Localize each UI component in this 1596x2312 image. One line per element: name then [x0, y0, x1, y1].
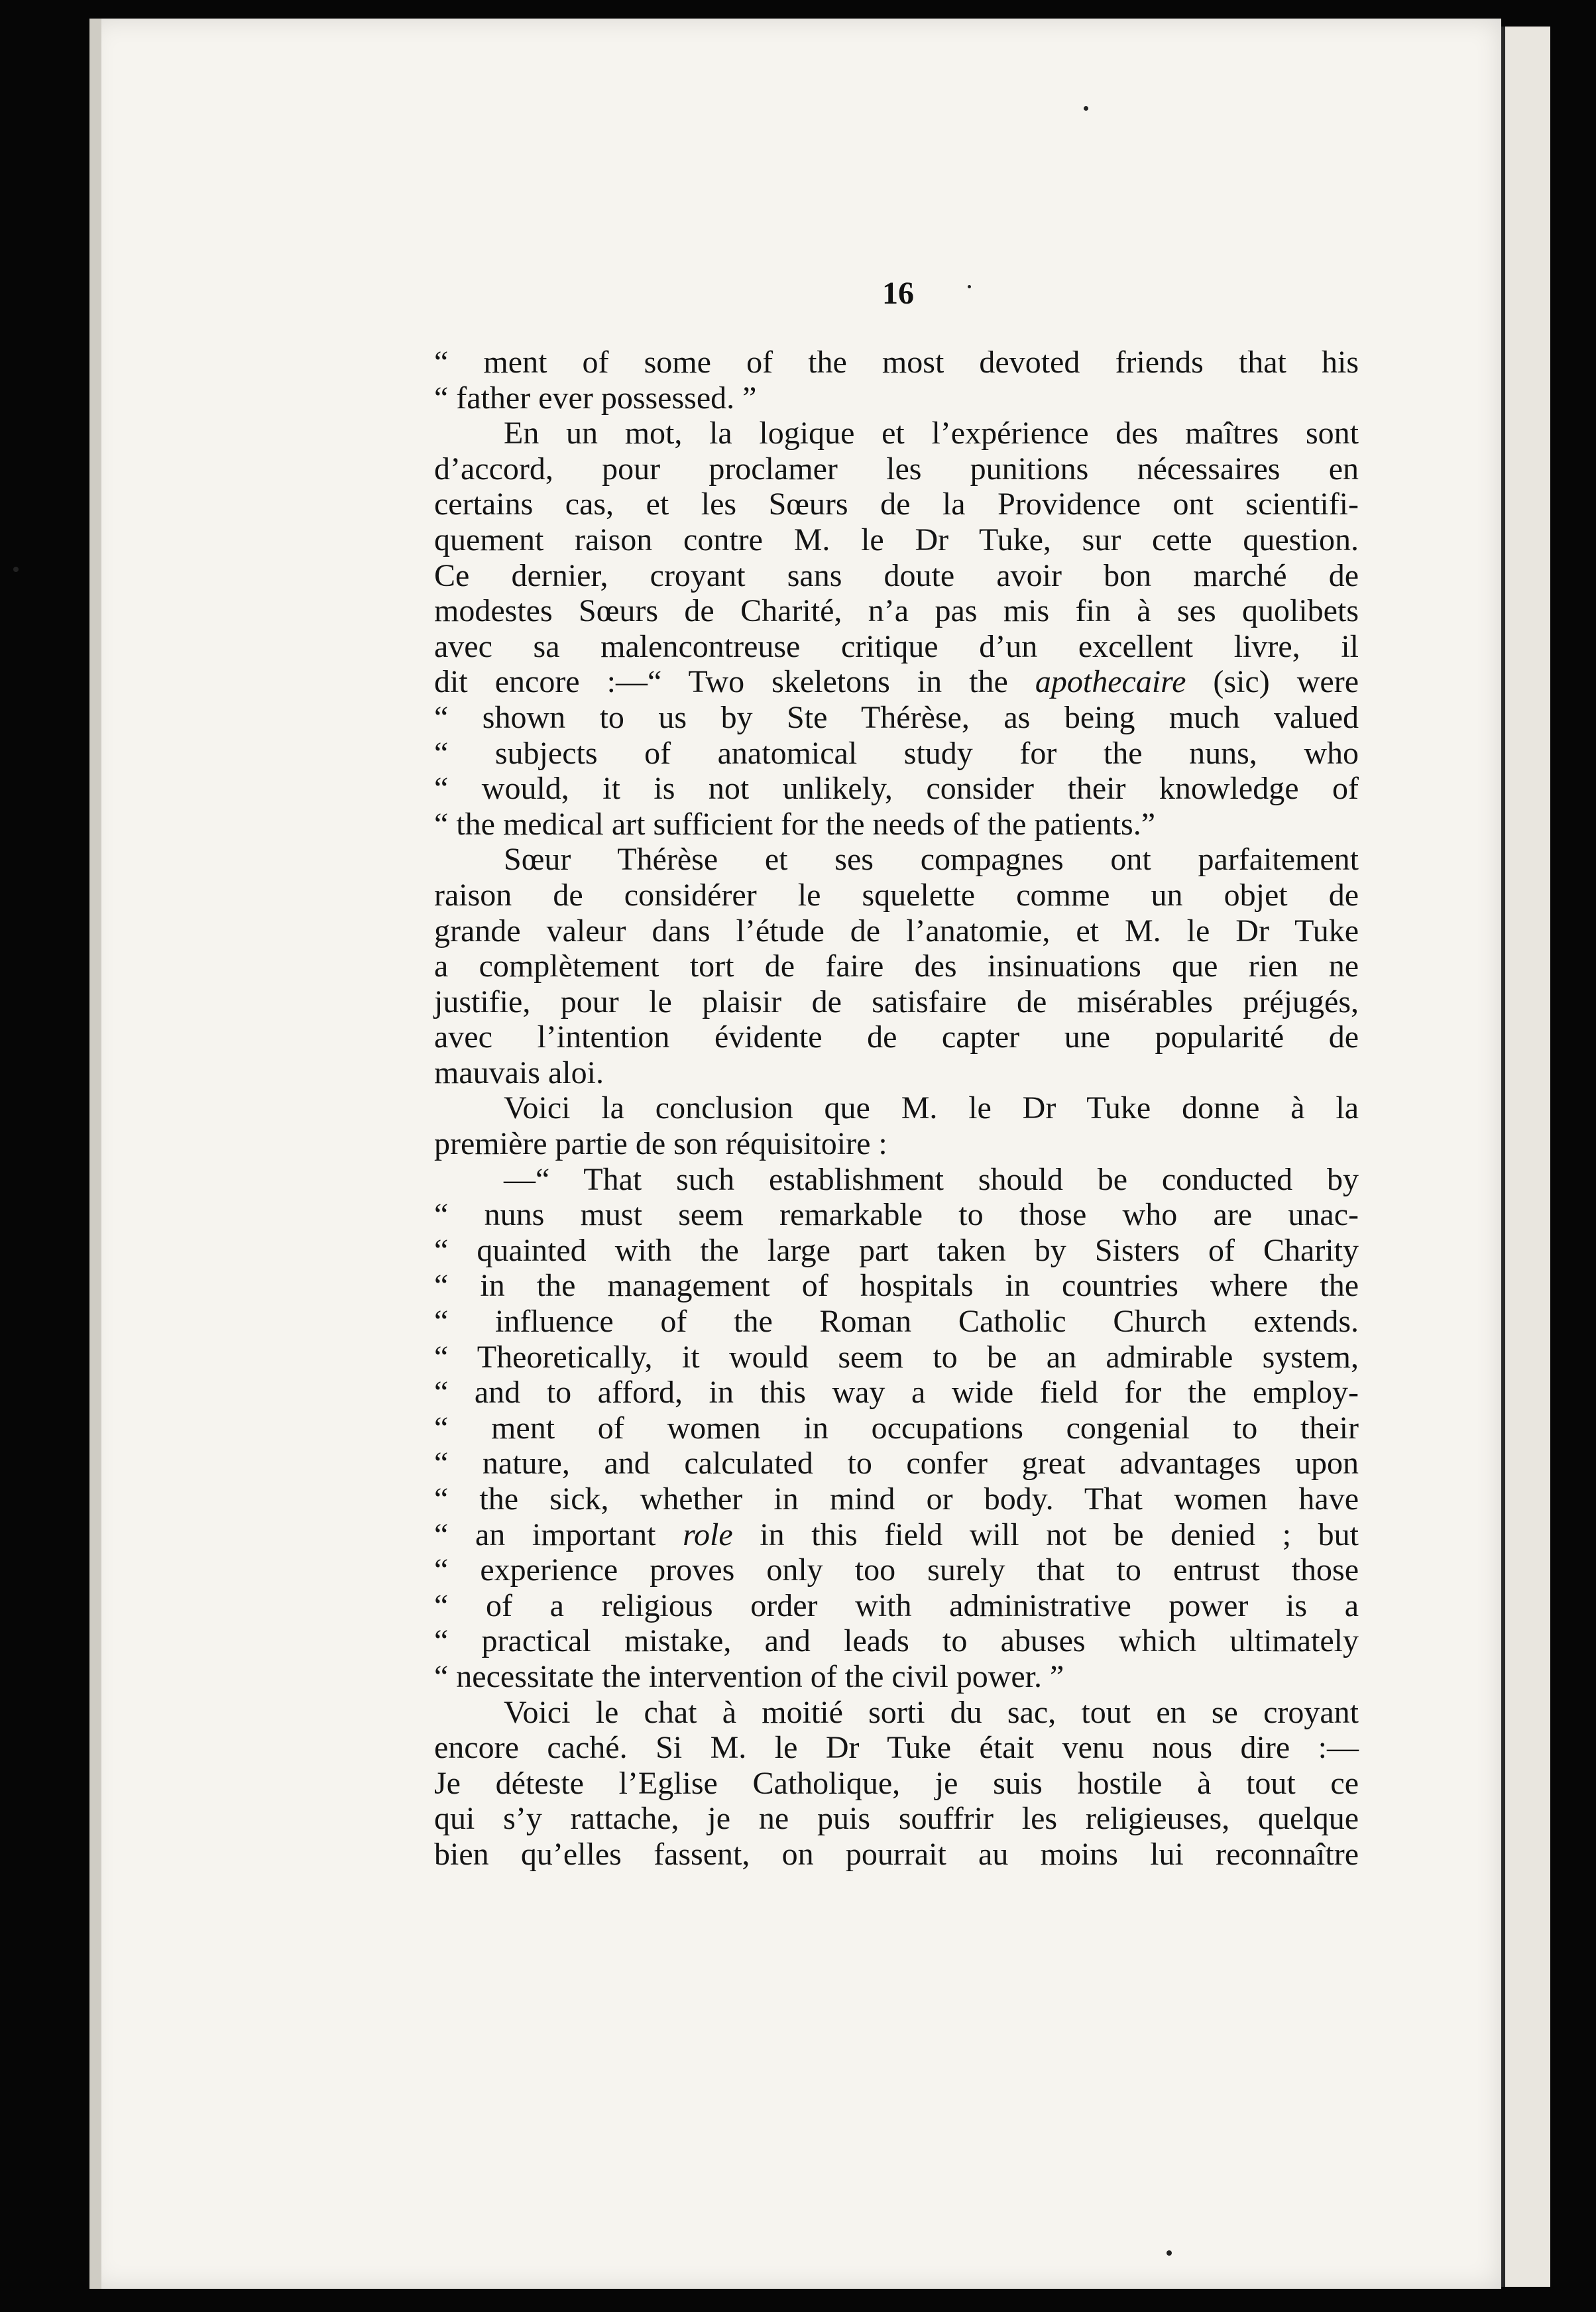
text-line: bien qu’elles fassent, on pourrait au moins lui reconnaître [434, 1836, 1359, 1872]
text-line: justifie, pour le plaisir de satisfaire de misérables préjugés, [434, 984, 1359, 1019]
text-line: première partie de son réquisitoire : [434, 1126, 887, 1162]
text-line: “ influence of the Roman Catholic Church extends. [434, 1304, 1359, 1340]
text-line: modestes Sœurs de Charité, n’a pas mis fin à ses quolibets [434, 593, 1359, 629]
page-left-edge [89, 19, 101, 2289]
text-line: “ the sick, whether in mind or body. That women have [434, 1481, 1359, 1517]
text-line: “ father ever possessed. ” [434, 380, 757, 416]
text-line: “ Theoretically, it would seem to be an admirable system, [434, 1339, 1359, 1375]
text-line: “ subjects of anatomical study for the nuns, who [434, 735, 1359, 771]
text-line: certains cas, et les Sœurs de la Providence ont scientifi- [434, 487, 1359, 522]
text-line: avec sa malencontreuse critique d’un excellent livre, il [434, 628, 1359, 664]
text-line: “ quainted with the large part taken by Sisters of Charity [434, 1232, 1359, 1268]
text-line: “ ment of women in occupations congenial to their [434, 1410, 1359, 1446]
page-number: 16 [882, 276, 914, 311]
text-line: Sœur Thérèse et ses compagnes ont parfaitement [504, 842, 1359, 878]
page-right-edge [1501, 27, 1550, 2287]
text-line: “ nuns must seem remarkable to those who are unac- [434, 1197, 1359, 1233]
text-line: “ the medical art sufficient for the needs of the patients.” [434, 806, 1156, 842]
text-line: —“ That such establishment should be conducted by [504, 1161, 1359, 1197]
text-line: Je déteste l’Eglise Catholique, je suis hostile à tout ce [434, 1765, 1359, 1801]
text-line: “ practical mistake, and leads to abuses which ultimately [434, 1623, 1359, 1659]
text-line: mauvais aloi. [434, 1055, 604, 1090]
text-line: qui s’y rattache, je ne puis souffrir les religieuses, quelque [434, 1801, 1359, 1837]
text-line: dit encore :—“ Two skeletons in the apothecaire (sic) were [434, 664, 1359, 700]
text-line: encore caché. Si M. le Dr Tuke était venu nous dire :— [434, 1730, 1359, 1766]
text-line: raison de considérer le squelette comme un objet de [434, 877, 1359, 913]
text-line: “ of a religious order with administrative power is a [434, 1588, 1359, 1623]
text-line: “ would, it is not unlikely, consider their knowledge of [434, 771, 1359, 807]
text-line: “ nature, and calculated to confer great advantages upon [434, 1446, 1359, 1481]
text-line: Ce dernier, croyant sans doute avoir bon marché de [434, 557, 1359, 593]
text-line: Voici le chat à moitié sorti du sac, tout en se croyant [504, 1694, 1359, 1730]
text-line: grande valeur dans l’étude de l’anatomie, et M. le Dr Tuke [434, 913, 1359, 949]
text-line: “ and to afford, in this way a wide field for the employ- [434, 1375, 1359, 1411]
text-line: d’accord, pour proclamer les punitions nécessaires en [434, 451, 1359, 487]
text-line: “ in the management of hospitals in countries where the [434, 1268, 1359, 1304]
body-text [434, 345, 1359, 1873]
text-line: “ necessitate the intervention of the civil power. ” [434, 1658, 1064, 1694]
text-line: quement raison contre M. le Dr Tuke, sur cette question. [434, 522, 1359, 557]
text-line: En un mot, la logique et l’expérience des maîtres sont [504, 416, 1359, 451]
text-line: “ an important role in this field will not be denied ; but [434, 1517, 1359, 1552]
text-line: avec l’intention évidente de capter une popularité de [434, 1019, 1359, 1055]
text-line: “ ment of some of the most devoted friends that his [434, 345, 1359, 380]
text-line: a complètement tort de faire des insinuations que rien ne [434, 949, 1359, 984]
text-line: “ shown to us by Ste Thérèse, as being much valued [434, 699, 1359, 735]
text-line: Voici la conclusion que M. le Dr Tuke donne à la [504, 1090, 1359, 1126]
text-line: “ experience proves only too surely that to entrust those [434, 1552, 1359, 1588]
